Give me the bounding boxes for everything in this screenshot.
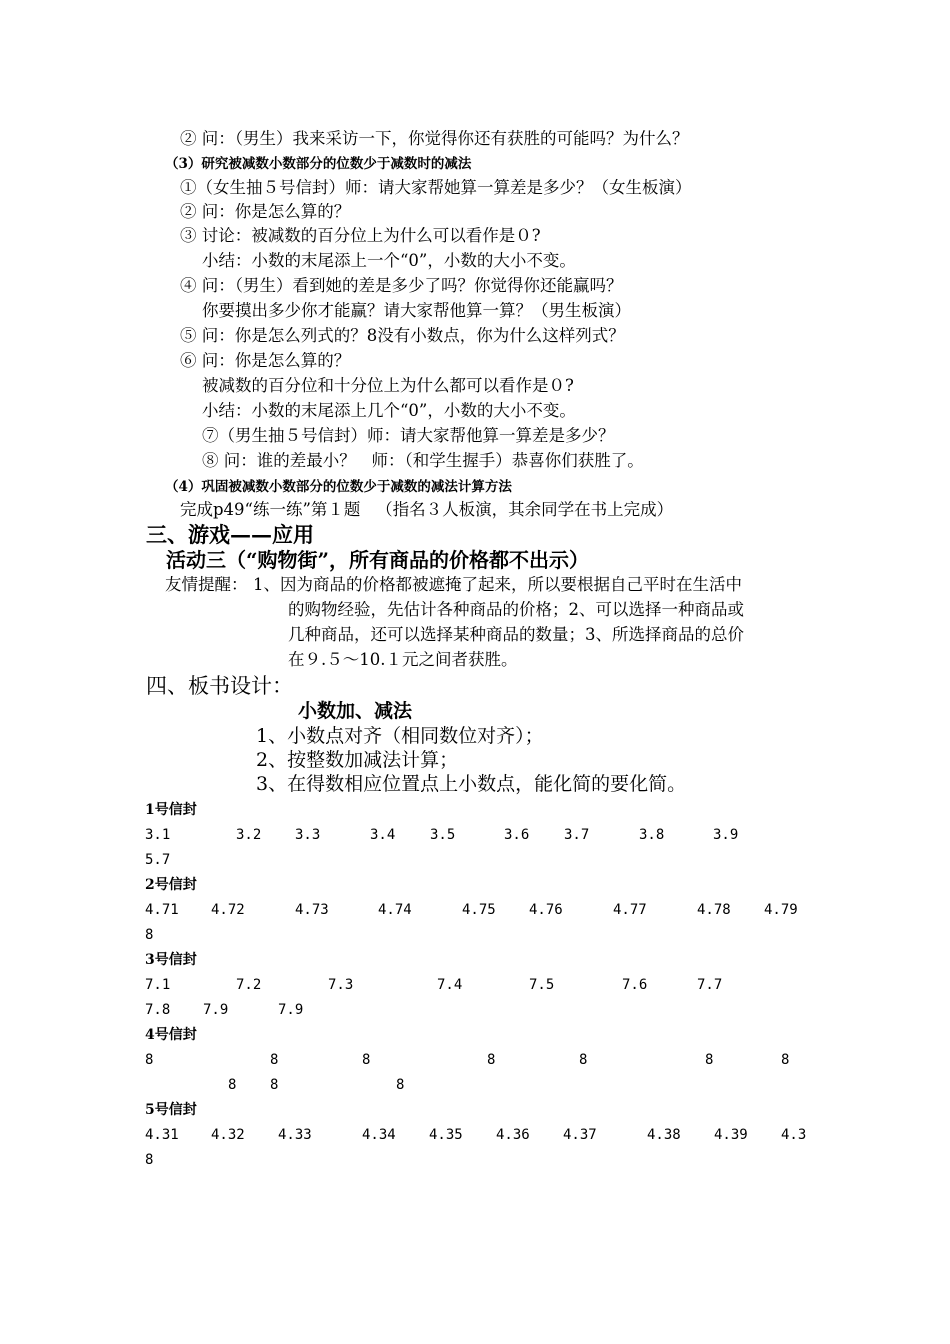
envelope-2-value: 4.78 [697, 902, 731, 918]
envelope-3-value: 7.8 [145, 1002, 171, 1018]
envelope-5-value: 4.33 [278, 1127, 312, 1143]
envelope-4-value: 8 [705, 1052, 714, 1068]
envelope-4-value: 8 [487, 1052, 496, 1068]
envelope-5-value: 8 [145, 1152, 154, 1168]
envelope-1-value: 3.7 [564, 827, 590, 843]
envelope-4-value: 8 [781, 1052, 790, 1068]
envelope-3-value: 7.4 [437, 977, 463, 993]
envelope-2-value: 4.72 [211, 902, 245, 918]
envelope-5-value: 4.36 [496, 1127, 530, 1143]
step-3-5: ⑤ 问：你是怎么列式的？8没有小数点，你为什么这样列式？ [180, 326, 625, 345]
envelope-1-value: 3.1 [145, 827, 171, 843]
envelope-4-value: 8 [145, 1052, 154, 1068]
envelope-2-value: 4.71 [145, 902, 179, 918]
board-item-3: 3、在得数相应位置点上小数点，能化简的要化简。 [256, 773, 687, 795]
envelope-2-value: 4.79 [764, 902, 798, 918]
tip-line-3: 几种商品，还可以选择某种商品的数量；3、所选择商品的总价 [288, 625, 744, 644]
step-3-3: ③ 讨论：被减数的百分位上为什么可以看作是０? [180, 226, 541, 245]
step-3-4: ④ 问：（男生）看到她的差是多少了吗？你觉得你还能赢吗？ [180, 276, 623, 295]
envelope-5-value: 4.35 [429, 1127, 463, 1143]
board-item-2: 2、按整数加减法计算； [256, 749, 459, 771]
envelope-2-title: 2号信封 [145, 877, 197, 893]
envelope-2-value: 4.77 [613, 902, 647, 918]
envelope-1-value: 3.2 [236, 827, 262, 843]
envelope-5-value: 4.3 [781, 1127, 807, 1143]
tip-line-1: 1、因为商品的价格都被遮掩了起来，所以要根据自己平时在生活中 [253, 575, 742, 594]
envelope-5-value: 4.37 [563, 1127, 597, 1143]
envelope-1-value: 3.9 [713, 827, 739, 843]
step-4-1: 完成p49“练一练”第１题 （指名３人板演，其余同学在书上完成） [180, 500, 674, 519]
envelope-4-value: 8 [228, 1077, 237, 1093]
envelope-4-title: 4号信封 [145, 1027, 197, 1043]
envelope-3-value: 7.5 [529, 977, 555, 993]
envelope-5-value: 4.39 [714, 1127, 748, 1143]
envelope-4-value: 8 [396, 1077, 405, 1093]
envelope-1-title: 1号信封 [145, 802, 197, 818]
envelope-1-value: 3.8 [639, 827, 665, 843]
section-four-heading: 四、板书设计： [146, 674, 293, 698]
envelope-3-value: 7.1 [145, 977, 171, 993]
envelope-1-value: 3.6 [504, 827, 530, 843]
envelope-2-value: 4.75 [462, 902, 496, 918]
question-boys-interview: ② 问：（男生）我来采访一下，你觉得你还有获胜的可能吗？为什么？ [180, 129, 689, 148]
step-3-6: ⑥ 问：你是怎么算的？ [180, 351, 351, 370]
step-3-6-question: 被减数的百分位和十分位上为什么都可以看作是０? [202, 376, 574, 395]
activity-three-title: 活动三（“购物街”，所有商品的价格都不出示） [166, 548, 590, 572]
step-3-2: ② 问：你是怎么算的？ [180, 202, 351, 221]
step-3-1: ①（女生抽５号信封）师：请大家帮她算一算差是多少？（女生板演） [180, 178, 692, 197]
step-3-3-summary: 小结：小数的末尾添上一个“0”，小数的大小不变。 [202, 251, 576, 270]
tip-line-2: 的购物经验，先估计各种商品的价格；2、可以选择一种商品或 [288, 600, 744, 619]
envelope-4-value: 8 [579, 1052, 588, 1068]
envelope-5-value: 4.32 [211, 1127, 245, 1143]
step-3-4-continued: 你要摸出多少你才能赢？请大家帮他算一算？（男生板演） [202, 301, 631, 320]
step-3-8: ⑧ 问：谁的差最小？ 师：（和学生握手）恭喜你们获胜了。 [202, 451, 644, 470]
envelope-3-value: 7.6 [622, 977, 648, 993]
envelope-3-value: 7.3 [328, 977, 354, 993]
board-title: 小数加、减法 [298, 700, 413, 722]
envelope-2-value: 8 [145, 927, 154, 943]
envelope-1-value: 3.5 [430, 827, 456, 843]
envelope-4-value: 8 [270, 1052, 279, 1068]
section-three-heading: 三、游戏——应用 [146, 522, 314, 547]
envelope-3-value: 7.2 [236, 977, 262, 993]
subsection-4-title: （4）巩固被减数小数部分的位数少于减数的减法计算方法 [165, 479, 512, 495]
envelope-5-value: 4.34 [362, 1127, 396, 1143]
tip-line-4: 在９.５～10.１元之间者获胜。 [288, 650, 518, 669]
board-item-1: 1、小数点对齐（相同数位对齐）； [256, 725, 544, 747]
envelope-3-value: 7.9 [278, 1002, 304, 1018]
envelope-5-value: 4.38 [647, 1127, 681, 1143]
envelope-4-value: 8 [270, 1077, 279, 1093]
envelope-1-value: 5.7 [145, 852, 171, 868]
envelope-3-value: 7.7 [697, 977, 723, 993]
step-3-7: ⑦（男生抽５号信封）师：请大家帮他算一算差是多少？ [202, 426, 615, 445]
envelope-2-value: 4.76 [529, 902, 563, 918]
tip-label: 友情提醒： [165, 575, 248, 594]
envelope-3-title: 3号信封 [145, 952, 197, 968]
envelope-5-value: 4.31 [145, 1127, 179, 1143]
envelope-2-value: 4.73 [295, 902, 329, 918]
envelope-5-title: 5号信封 [145, 1102, 197, 1118]
envelope-2-value: 4.74 [378, 902, 412, 918]
envelope-4-value: 8 [362, 1052, 371, 1068]
step-3-6-summary: 小结：小数的末尾添上几个“0”，小数的大小不变。 [202, 401, 576, 420]
subsection-3-title: （3）研究被减数小数部分的位数少于减数时的减法 [165, 156, 472, 172]
envelope-1-value: 3.4 [370, 827, 396, 843]
envelope-3-value: 7.9 [203, 1002, 229, 1018]
envelope-1-value: 3.3 [295, 827, 321, 843]
